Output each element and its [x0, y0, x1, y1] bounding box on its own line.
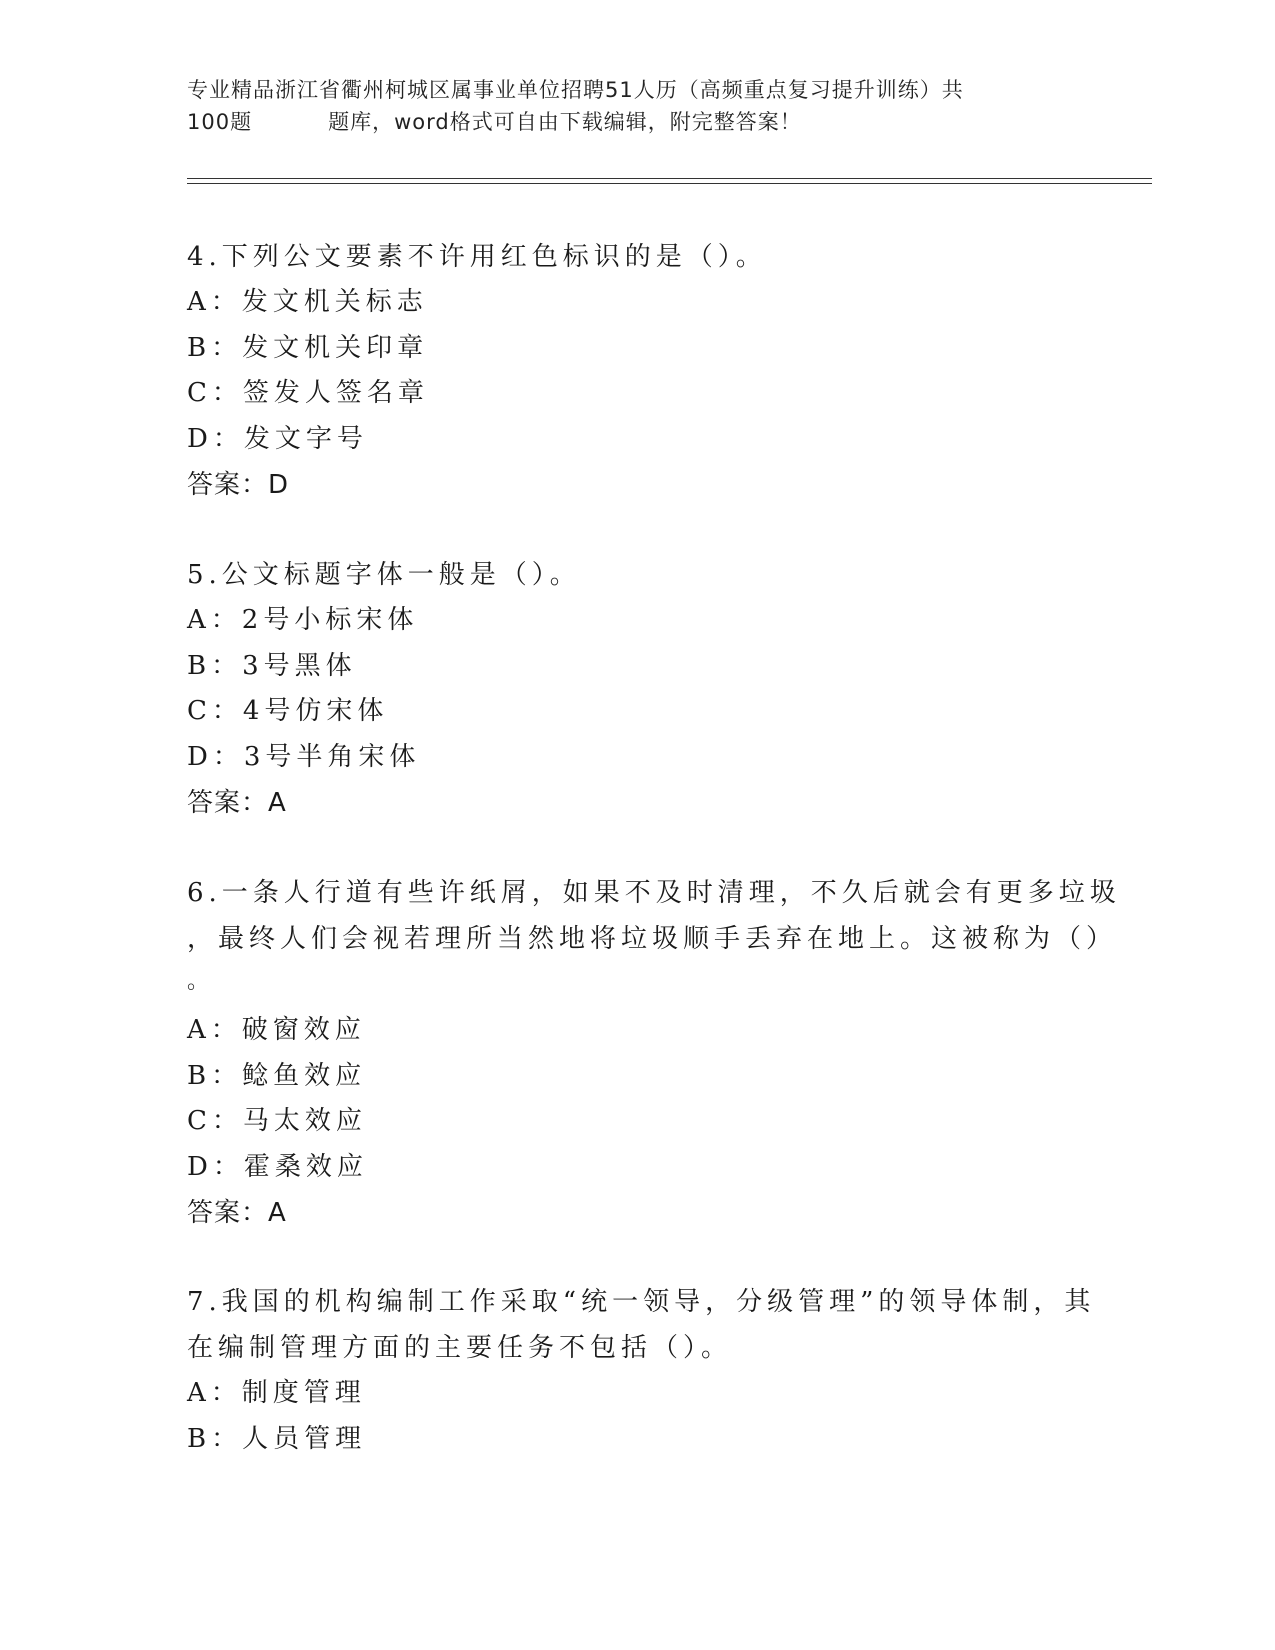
- option-d: D：发文字号: [187, 423, 368, 454]
- answer-line: 答案：D: [187, 470, 290, 500]
- option-c: C：4号仿宋体: [187, 696, 389, 726]
- option-d: D：3号半角宋体: [187, 741, 421, 772]
- question-7: [187, 1279, 1096, 1462]
- question-stem: 5.公文标题字体一般是（）。: [187, 560, 581, 590]
- option-a: A：发文机关标志: [187, 287, 428, 317]
- option-a: A：破窗效应: [187, 1015, 366, 1045]
- question-stem: 7.我国的机构编制工作采取“统一领导，分级管理”的领导体制，其: [187, 1287, 1096, 1317]
- option-c: C：签发人签名章: [187, 378, 429, 408]
- header-description: 题库，word格式可自由下载编辑，附完整答案！: [328, 110, 802, 134]
- question-stem-continued: 在编制管理方面的主要任务不包括（）。: [187, 1333, 733, 1363]
- option-a: A：制度管理: [187, 1378, 366, 1408]
- option-b: B：发文机关印章: [187, 332, 429, 363]
- header-title-line2: [187, 106, 1087, 138]
- header-count: 100题: [187, 110, 253, 134]
- document-header: [187, 74, 1087, 138]
- option-b: B：3号黑体: [187, 650, 357, 681]
- question-stem-continued: ，最终人们会视若理所当然地将垃圾顺手丢弃在地上。这被称为（）: [187, 924, 1118, 954]
- question-4: [187, 234, 1067, 508]
- question-stem-end: 。: [187, 969, 215, 994]
- option-a: A：2号小标宋体: [187, 605, 419, 635]
- option-c: C：马太效应: [187, 1106, 367, 1136]
- option-d: D：霍桑效应: [187, 1151, 368, 1182]
- option-b: B：人员管理: [187, 1423, 367, 1454]
- header-divider-bottom: [187, 183, 1152, 184]
- question-stem: 4.下列公文要素不许用红色标识的是（）。: [187, 242, 767, 272]
- header-divider-top: [187, 178, 1152, 179]
- question-stem: 6.一条人行道有些许纸屑，如果不及时清理，不久后就会有更多垃圾: [187, 878, 1121, 908]
- answer-line: 答案：A: [187, 1198, 287, 1228]
- question-5: [187, 552, 1067, 826]
- option-b: B：鲶鱼效应: [187, 1060, 367, 1091]
- answer-line: 答案：A: [187, 788, 287, 818]
- question-6: [187, 870, 1121, 1236]
- header-title-line1: 专业精品浙江省衢州柯城区属事业单位招聘51人历（高频重点复习提升训练）共: [187, 78, 964, 102]
